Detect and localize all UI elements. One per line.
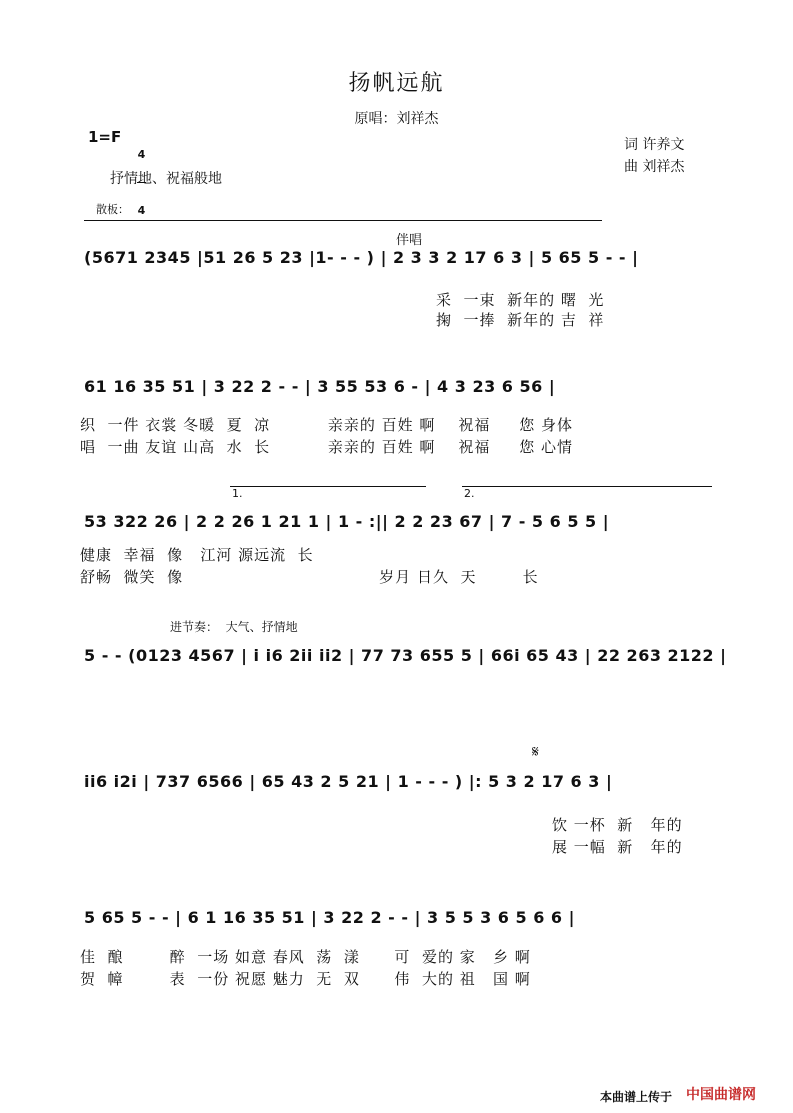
free-tempo-mark: 散板：	[96, 203, 129, 216]
system-1-notes: (5671 2345 |51 26 5 23 |1- - - ) | 2 3 3 2 17 6 3 | 5 65 5 - - |	[84, 248, 639, 267]
lyricist: 词 许养文	[624, 137, 685, 153]
system-6-lyric-1: 佳 酿 醉 一场 如意 春风 荡 漾 可 爱的 家 乡 啊	[80, 948, 531, 966]
system-5-lyric-1: 饮 一杯 新 年的	[552, 816, 683, 834]
system-6-lyric-2: 贺 幛 表 一份 祝愿 魅力 无 双 伟 大的 祖 国 啊	[80, 970, 531, 988]
system-5-lyric-2: 展 一幅 新 年的	[552, 838, 683, 856]
tempo-mark: 抒情地、祝福般地	[110, 171, 222, 187]
volta-2: 2.	[464, 487, 475, 500]
time-signature-top: 4	[137, 148, 146, 161]
free-tempo-line	[84, 220, 602, 221]
system-3-notes: 53 322 26 | 2 2 26 1 21 1 | 1 - :|| 2 2 23 67 | 7 - 5 6 5 5 |	[84, 512, 610, 531]
system-2-notes: 61 16 35 51 | 3 22 2 - - | 3 55 53 6 - | 4 3 23 6 56 |	[84, 377, 556, 396]
volta-1-line	[230, 486, 426, 487]
volta-2-line	[462, 486, 712, 487]
interlude-mark: 进节奏： 大气、抒情地	[170, 620, 298, 634]
upload-note: 本曲谱上传于	[600, 1090, 673, 1104]
system-2-lyric-2: 唱 一曲 友谊 山高 水 长 亲亲的 百姓 啊 祝福 您 心情	[80, 438, 574, 456]
system-3-lyric-1: 健康 幸福 像 江河 源远流 长	[80, 546, 314, 564]
site-logo: 中国曲谱网	[686, 1087, 756, 1103]
song-title: 扬帆远航	[348, 71, 445, 96]
companion-mark: 伴唱	[396, 233, 423, 248]
system-2-lyric-1: 织 一件 衣裳 冬暖 夏 凉 亲亲的 百姓 啊 祝福 您 身体	[80, 416, 574, 434]
original-singer: 原唱：刘祥杰	[354, 111, 439, 127]
key-signature: 1=F	[88, 128, 122, 146]
composer: 曲 刘祥杰	[624, 159, 685, 175]
volta-1: 1.	[232, 487, 243, 500]
system-6-notes: 5 65 5 - - | 6 1 16 35 51 | 3 22 2 - - | 3 5 5 3 6 5 6 6 |	[84, 908, 575, 927]
system-1-lyric-2: 掬 一捧 新年的 吉 祥	[436, 311, 605, 329]
system-3-lyric-2: 舒畅 微笑 像 岁月 日久 天 长	[80, 568, 539, 586]
system-5-notes: ii6 i2i | 737 6566 | 65 43 2 5 21 | 1 - - - ) |: 5 3 2 17 6 3 |	[84, 772, 613, 791]
system-4-notes: 5 - - (0123 4567 | i i6 2ii ii2 | 77 73 655 5 | 66i 65 43 | 22 263 2122 |	[84, 646, 727, 665]
system-1-lyric-1: 采 一束 新年的 曙 光	[436, 291, 605, 309]
segno-icon: 𝄋	[532, 742, 539, 761]
time-signature-bottom: 4	[137, 204, 146, 217]
